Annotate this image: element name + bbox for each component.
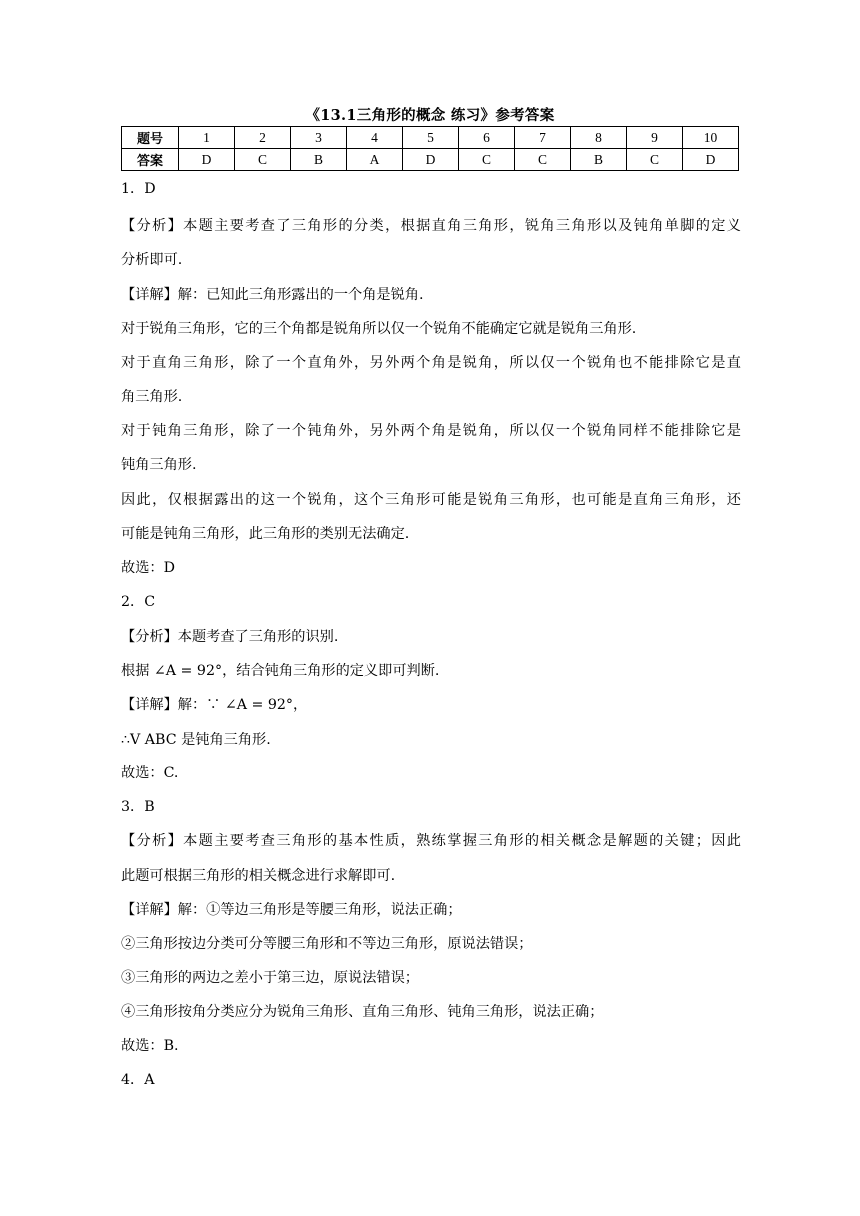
answer-cell: C: [459, 149, 515, 171]
question-number: 4: [347, 127, 403, 149]
detail-paragraph: 【详解】解：已知此三角形露出的一个角是锐角.: [121, 287, 424, 303]
answer-cell: C: [627, 149, 683, 171]
detail-paragraph: 对于锐角三角形，它的三个角都是锐角所以仅一个锐角不能确定它就是锐角三角形.: [121, 321, 637, 337]
question-number: 6: [459, 127, 515, 149]
question-number: 9: [627, 127, 683, 149]
detail-paragraph: 对于钝角三角形，除了一个钝角外，另外两个角是锐角，所以仅一个锐角同样不能排除它是: [121, 423, 741, 439]
detail-paragraph: ∴V ABC 是钝角三角形.: [121, 732, 271, 748]
choice-line: 故选：B.: [121, 1038, 179, 1054]
document-title: 《13.1三角形的概念 练习》参考答案: [305, 107, 555, 124]
question-heading: 1．D: [121, 181, 156, 197]
question-heading: 2．C: [121, 594, 156, 610]
question-heading: 4．A: [121, 1072, 155, 1088]
analysis-paragraph: 【分析】本题考查了三角形的识别.: [121, 629, 339, 645]
analysis-paragraph-cont: 此题可根据三角形的相关概念进行求解即可.: [121, 868, 396, 884]
answer-cell: D: [179, 149, 235, 171]
question-heading: 3．B: [121, 799, 155, 815]
detail-paragraph: 对于直角三角形，除了一个直角外，另外两个角是锐角，所以仅一个锐角也不能排除它是直: [121, 355, 741, 371]
question-number: 8: [571, 127, 627, 149]
question-number-row: [122, 127, 739, 149]
answer-table: [121, 126, 739, 171]
answer-header: 答案: [122, 149, 179, 171]
detail-paragraph-cont: 钝角三角形.: [121, 457, 197, 473]
analysis-paragraph: 根据 ∠A = 92°，结合钝角三角形的定义即可判断.: [121, 663, 440, 679]
question-number: 5: [403, 127, 459, 149]
analysis-paragraph: 【分析】本题主要考查了三角形的分类，根据直角三角形，锐角三角形以及钝角单脚的定义: [121, 218, 741, 234]
answer-cell: B: [571, 149, 627, 171]
answer-cell: B: [291, 149, 347, 171]
detail-paragraph: ③三角形的两边之差小于第三边，原说法错误；: [121, 970, 419, 986]
analysis-paragraph: 【分析】本题主要考查三角形的基本性质，熟练掌握三角形的相关概念是解题的关键；因此: [121, 833, 741, 849]
question-number: 7: [515, 127, 571, 149]
choice-line: 故选：C.: [121, 765, 179, 781]
answer-cell: C: [515, 149, 571, 171]
analysis-paragraph-cont: 分析即可.: [121, 252, 183, 268]
answer-row: [122, 149, 739, 171]
question-number: 2: [235, 127, 291, 149]
question-number: 10: [683, 127, 739, 149]
detail-paragraph: ②三角形按边分类可分等腰三角形和不等边三角形，原说法错误；: [121, 936, 533, 952]
detail-paragraph-cont: 可能是钝角三角形，此三角形的类别无法确定.: [121, 526, 410, 542]
question-number: 3: [291, 127, 347, 149]
question-number-header: 题号: [122, 127, 179, 149]
question-number: 1: [179, 127, 235, 149]
detail-paragraph: ④三角形按角分类应分为锐角三角形、直角三角形、钝角三角形，说法正确；: [121, 1004, 604, 1020]
detail-paragraph: 【详解】解：∵ ∠A = 92°，: [121, 697, 308, 713]
detail-paragraph: 因此，仅根据露出的这一个锐角，这个三角形可能是锐角三角形，也可能是直角三角形，还: [121, 492, 741, 508]
answer-cell: C: [235, 149, 291, 171]
detail-paragraph-cont: 角三角形.: [121, 389, 183, 405]
answer-cell: D: [683, 149, 739, 171]
answer-cell: A: [347, 149, 403, 171]
answer-cell: D: [403, 149, 459, 171]
choice-line: 故选：D: [121, 560, 175, 576]
detail-paragraph: 【详解】解：①等边三角形是等腰三角形，说法正确；: [121, 902, 462, 918]
